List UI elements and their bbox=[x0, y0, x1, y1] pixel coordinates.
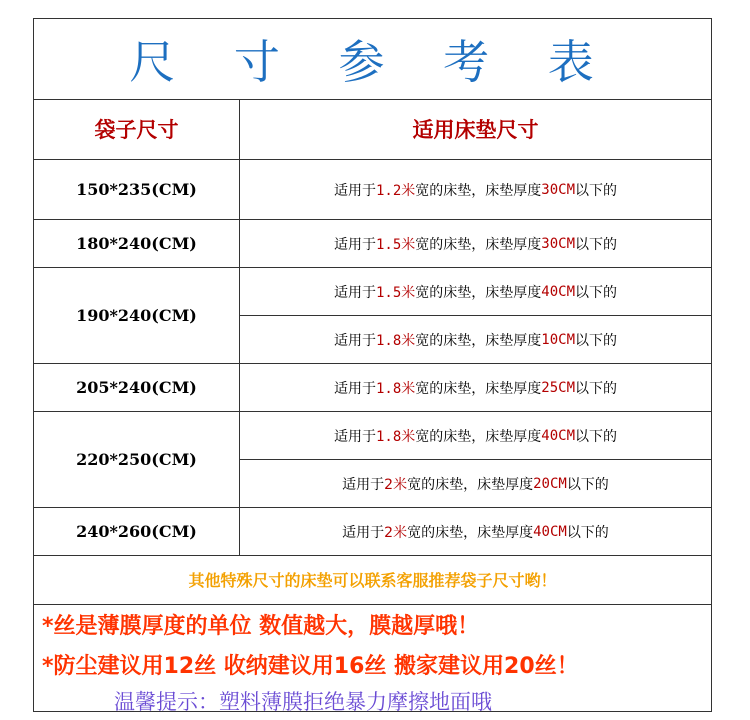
fit-width: 1.5米 bbox=[375, 284, 416, 301]
fit-tail: 以下的 bbox=[566, 524, 609, 541]
bag-size-cell: 180*240(CM) bbox=[34, 220, 240, 267]
fit-prefix: 适用于 bbox=[333, 236, 376, 253]
bag-size-cell: 150*235(CM) bbox=[34, 160, 240, 219]
fit-thickness: 30CM bbox=[541, 181, 575, 198]
fit-tail: 以下的 bbox=[575, 182, 617, 199]
fit-desc bbox=[240, 160, 711, 219]
fit-width: 1.5米 bbox=[375, 236, 416, 253]
table-row bbox=[34, 160, 711, 220]
fit-desc bbox=[240, 268, 711, 316]
fit-thickness: 10CM bbox=[541, 331, 575, 348]
fit-prefix: 适用于 bbox=[333, 428, 376, 445]
fit-desc bbox=[240, 220, 711, 267]
bag-size-cell: 220*250(CM) bbox=[34, 412, 240, 507]
fit-middle: 宽的床垫，床垫厚度 bbox=[415, 182, 542, 199]
thickness-unit-tip: *丝是薄膜厚度的单位 数值越大，膜越厚哦！ bbox=[42, 614, 480, 639]
table-row bbox=[34, 220, 711, 268]
fit-middle: 宽的床垫，床垫厚度 bbox=[415, 284, 542, 301]
fit-width: 2米 bbox=[384, 476, 408, 493]
fit-thickness: 30CM bbox=[541, 235, 575, 252]
fit-tail: 以下的 bbox=[575, 428, 617, 445]
fit-middle: 宽的床垫，床垫厚度 bbox=[415, 236, 542, 253]
bag-size-cell: 240*260(CM) bbox=[34, 508, 240, 555]
table-row bbox=[34, 412, 711, 508]
fit-width: 1.2米 bbox=[375, 182, 416, 199]
fit-thickness: 20CM bbox=[533, 475, 567, 492]
table-row bbox=[34, 508, 711, 556]
fit-desc bbox=[240, 316, 711, 363]
fit-prefix: 适用于 bbox=[333, 284, 376, 301]
fit-desc bbox=[240, 364, 711, 411]
fit-prefix: 适用于 bbox=[333, 182, 376, 199]
size-reference-table bbox=[33, 18, 712, 712]
fit-middle: 宽的床垫，床垫厚度 bbox=[415, 428, 542, 445]
fit-prefix: 适用于 bbox=[333, 332, 376, 349]
fit-width: 1.8米 bbox=[375, 380, 416, 397]
header-bag-size: 袋子尺寸 bbox=[34, 99, 240, 159]
fit-width: 2米 bbox=[384, 524, 408, 541]
usage-recommendation-tip: *防尘建议用12丝 收纳建议用16丝 搬家建议用20丝！ bbox=[42, 654, 579, 679]
table-row bbox=[34, 364, 711, 412]
fit-thickness: 40CM bbox=[541, 283, 575, 300]
table-row bbox=[34, 268, 711, 364]
table-title: 尺 寸 参 考 表 bbox=[34, 19, 711, 100]
bag-size-cell: 205*240(CM) bbox=[34, 364, 240, 411]
bag-size-cell: 190*240(CM) bbox=[34, 268, 240, 363]
fit-tail: 以下的 bbox=[575, 284, 617, 301]
fit-prefix: 适用于 bbox=[333, 380, 376, 397]
fit-middle: 宽的床垫，床垫厚度 bbox=[407, 524, 534, 541]
custom-size-note: 其他特殊尺寸的床垫可以联系客服推荐袋子尺寸哟！ bbox=[34, 554, 711, 605]
fit-tail: 以下的 bbox=[575, 380, 617, 397]
fit-thickness: 25CM bbox=[541, 379, 575, 396]
fit-prefix: 适用于 bbox=[342, 476, 385, 493]
fit-tail: 以下的 bbox=[575, 332, 617, 349]
fit-middle: 宽的床垫，床垫厚度 bbox=[415, 380, 542, 397]
fit-prefix: 适用于 bbox=[342, 524, 385, 541]
fit-tail: 以下的 bbox=[566, 476, 609, 493]
fit-desc bbox=[240, 460, 711, 507]
fit-desc bbox=[240, 412, 711, 460]
header-row bbox=[34, 99, 711, 160]
fit-thickness: 40CM bbox=[541, 427, 575, 444]
fit-width: 1.8米 bbox=[375, 428, 416, 445]
fit-thickness: 40CM bbox=[533, 523, 567, 540]
fit-width: 1.8米 bbox=[375, 332, 416, 349]
header-mattress-size: 适用床垫尺寸 bbox=[412, 117, 539, 142]
fit-middle: 宽的床垫，床垫厚度 bbox=[415, 332, 542, 349]
warm-reminder: 温馨提示：塑料薄膜拒绝暴力摩擦地面哦 bbox=[114, 690, 492, 714]
fit-desc bbox=[240, 508, 711, 555]
fit-tail: 以下的 bbox=[575, 236, 617, 253]
fit-middle: 宽的床垫，床垫厚度 bbox=[407, 476, 534, 493]
